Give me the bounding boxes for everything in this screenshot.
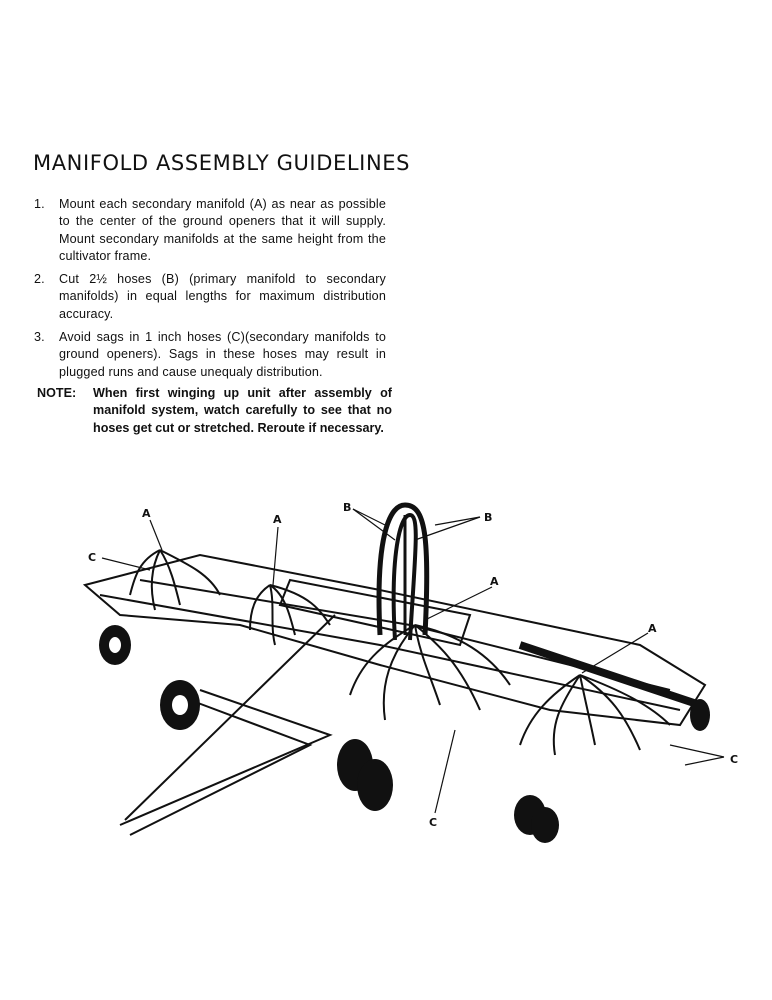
callout-a: A: [142, 507, 151, 520]
item-text: Cut 2½ hoses (B) (primary manifold to secondary manifolds) in equal lengths for maximum distribution accuracy.: [59, 272, 386, 321]
item-number: 3.: [34, 330, 45, 345]
callout-a: A: [490, 575, 499, 588]
callout-a: A: [648, 622, 657, 635]
callout-c: C: [88, 551, 97, 564]
guideline-item: [34, 329, 386, 381]
callout-b: B: [484, 511, 493, 524]
note-block: [37, 385, 392, 437]
callout-b: B: [343, 501, 352, 514]
item-text: Avoid sags in 1 inch hoses (C)(secondary manifolds to ground openers). Sags in these hoses may result in plugged runs and cause unequaly distribution.: [59, 330, 386, 379]
item-text: Mount each secondary manifold (A) as near as possible to the center of the ground openers that it will supply. Mount secondary manifolds at the same height from the cultivator frame.: [59, 197, 386, 263]
cultivator-manifold-illustration: [80, 495, 760, 845]
page-title: MANIFOLD ASSEMBLY GUIDELINES: [33, 151, 411, 175]
guidelines-list: [34, 196, 386, 387]
guideline-item: [34, 271, 386, 323]
item-number: 1.: [34, 197, 45, 211]
item-number: 2.: [34, 272, 45, 287]
guideline-item: [34, 196, 386, 265]
callout-c: C: [429, 816, 438, 829]
cultivator-drawing: [80, 495, 760, 845]
callout-c: C: [730, 753, 739, 766]
callout-a: A: [273, 513, 282, 526]
note-label: NOTE:: [37, 386, 77, 400]
note-text: When first winging up unit after assembly of manifold system, watch carefully to see that no hoses get cut or stretched. Reroute if necessary.: [93, 386, 392, 435]
